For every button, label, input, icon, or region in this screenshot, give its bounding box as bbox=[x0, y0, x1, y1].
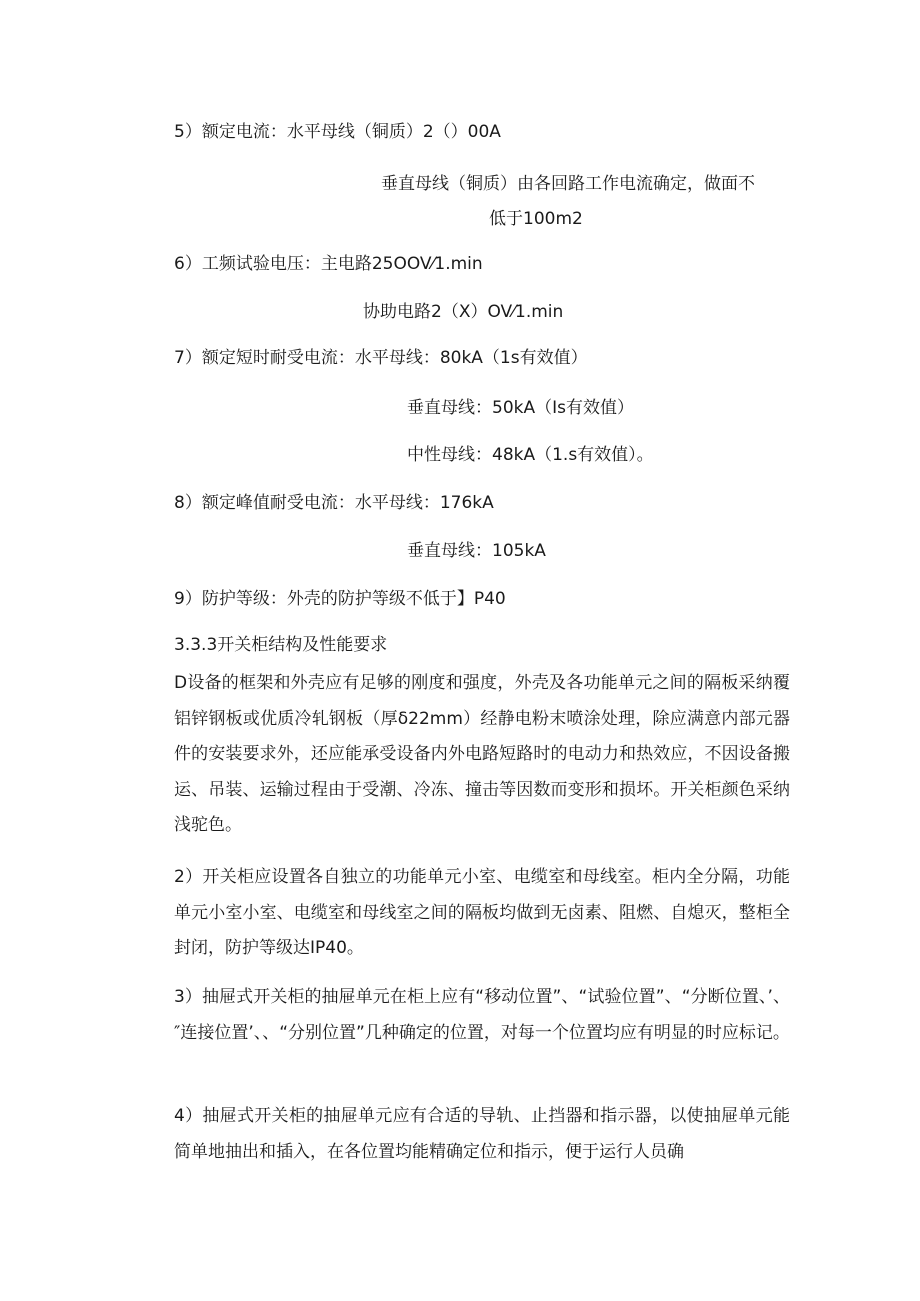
spec-line-short-time-current: 7）额定短时耐受电流：水平母线：80kA（1s有效值） bbox=[174, 348, 588, 368]
spec-line-neutral-48ka: 中性母线：48kA（1.s有效值）。 bbox=[407, 445, 654, 465]
paragraph-2: 2）开关柜应设置各自独立的功能单元小室、电缆室和母线室。柜内全分隔，功能单元小室小室、电缆室和母线室之间的隔板均做到无卤素、阻燃、自熄灭，整柜全封闭，防护等级达IP40。 bbox=[174, 867, 790, 958]
section-heading: 3.3.3开关柜结构及性能要求 bbox=[174, 635, 388, 655]
paragraph-4: 4）抽屉式开关柜的抽屉单元应有合适的导轨、止挡器和指示器，以使抽屉单元能简单地抽出和插入，在各位置均能精确定位和指示，便于运行人员确 bbox=[174, 1106, 790, 1162]
spec-line-vertical-105ka: 垂直母线：105kA bbox=[407, 541, 546, 561]
paragraph-3: 3）抽屉式开关柜的抽屉单元在柜上应有“移动位置”、“试验位置”、“分断位置、’、″连接位置’、、“分别位置”几种确定的位置，对每一个位置均应有明显的时应标记。 bbox=[174, 987, 790, 1043]
spec-line-area: 低于100m2 bbox=[489, 209, 583, 229]
spec-line-test-voltage: 6）工频试验电压：主电路25OOV⁄1.min bbox=[174, 254, 483, 274]
paragraph-1: D设备的框架和外壳应有足够的刚度和强度，外壳及各功能单元之间的隔板采纳覆铝锌钢板或优质冷轧钢板（厚δ22mm）经静电粉末喷涂处理，除应满意内部元器件的安装要求外，还应能承受设备内外电路短路时的电动力和热效应，不因设备搬运、吊装、运输过程由于受潮、冷冻、撞击等因数而变形和损坏。开关柜颜色采纳浅驼色。 bbox=[174, 673, 790, 835]
spec-line-vertical-busbar: 垂直母线（铜质）由各回路工作电流确定，做面不 bbox=[381, 174, 755, 194]
spec-line-rated-current: 5）额定电流：水平母线（铜质）2（）00A bbox=[174, 122, 501, 142]
spec-line-protection: 9）防护等级：外壳的防护等级不低于】P40 bbox=[174, 589, 506, 609]
spec-line-vertical-50ka: 垂直母线：50kA（Is有效值） bbox=[407, 398, 634, 418]
spec-line-peak-current: 8）额定峰值耐受电流：水平母线：176kA bbox=[174, 493, 494, 513]
spec-line-aux-circuit: 协助电路2（X）OV⁄1.min bbox=[363, 302, 564, 322]
